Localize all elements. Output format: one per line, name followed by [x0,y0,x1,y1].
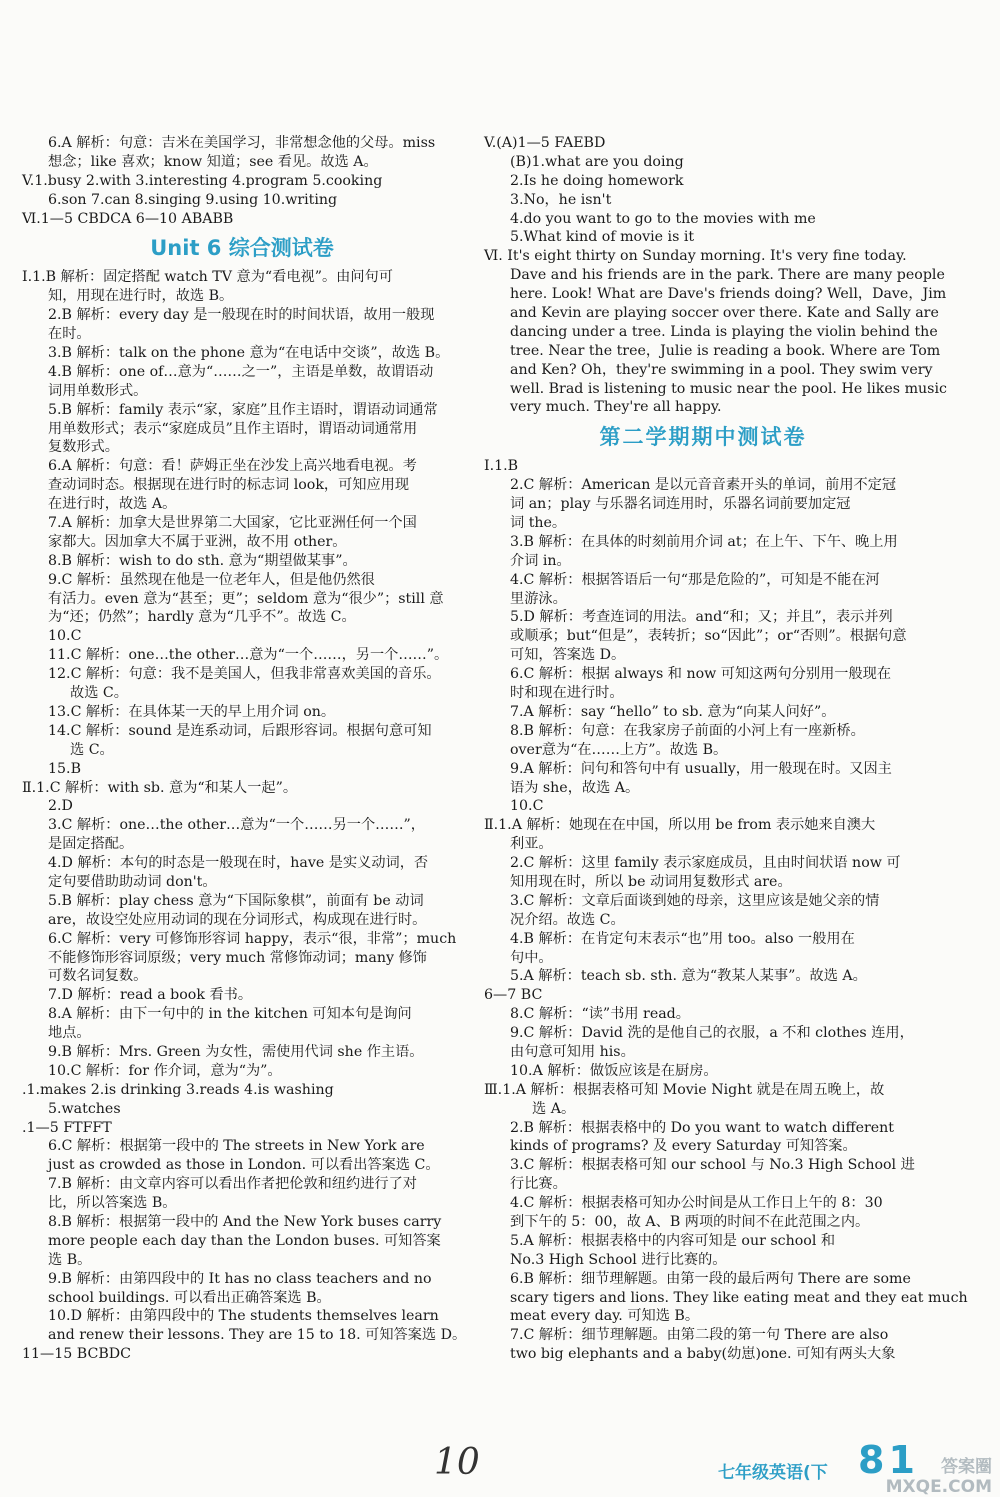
answer-line: 4.C 解析：根据答语后一句“那是危险的”，可知是不能在河 [510,571,880,588]
answer-line: Ⅲ.1.A 解析：根据表格可知 Movie Night 就是在周五晚上，故 [484,1081,885,1098]
answer-line: 9.B 解析：由第四段中的 It has no class teachers and no [48,1270,432,1287]
answer-line: 可数名词复数。 [48,968,148,985]
answer-line: 8.B 解析：根据第一段中的 And the New York buses carry [48,1213,442,1230]
answer-line: 时和现在进行时。 [510,685,624,702]
answer-line: 10.C [510,798,544,815]
answer-line: 4.B 解析：在肯定句末表示“也”用 too。also 一般用在 [510,930,855,947]
answer-line: 词用单数形式。 [48,382,148,399]
answer-line: two big elephants and a baby(幼崽)one. 可知有两头大象 [510,1346,896,1363]
answer-line: 2.B 解析：every day 是一般现在时的时间状语，故用一般现 [48,307,435,324]
answer-line: 11—15 BCBDC [22,1346,132,1363]
answer-line: Ⅱ.1.A 解析：她现在在中国，所以用 be from 表示她来自澳大 [484,817,876,834]
answer-line: more people each day than the London buses. 可知答案 [48,1232,441,1249]
answer-line: 用单数形式；表示“家庭成员”且作主语时，谓语动词通常用 [48,420,418,437]
answer-line: 定句要借助助动词 don't。 [48,873,217,890]
answer-line: 3.No，he isn't [510,191,612,208]
answer-line: 3.C 解析：one…the other…意为“一个……另一个……”， [48,817,425,834]
answer-line: 10.D 解析：由第四段中的 The students themselves learn [48,1308,439,1325]
answer-line: 6.A 解析：句意：吉米在美国学习，非常想念他的父母。miss [48,135,436,151]
answer-line: 家都大。因加拿大不属于亚洲，故不用 other。 [48,533,347,550]
answer-line: well. Brad is listening to music near the pool. He likes music [510,380,947,397]
answer-line: very much. They're all happy. [510,399,722,416]
answer-line: 3.C 解析：文章后面谈到她的母亲，这里应该是她父亲的情 [510,892,880,909]
answer-line: 为“还；仍然”；hardly 意为“几乎不”。故选 C。 [48,609,356,626]
answer-line: 里游泳。 [510,590,567,607]
answer-line: 6—7 BC [484,987,543,1004]
answer-line: 或顺承；but“但是”，表转折；so“因此”；or“否则”。根据句意 [510,628,907,645]
answer-line: 5.D 解析：考查连词的用法。and“和；又；并且”，表示并列 [510,609,893,626]
answer-line: 2.D [48,798,73,815]
answer-line: just as crowded as those in London. 可以看出答案选 C。 [48,1157,440,1174]
answer-line: 7.B 解析：由文章内容可以看出作者把伦敦和纽约进行了对 [48,1176,417,1193]
answer-line: 9.C 解析：David 洗的是他自己的衣服，a 不和 clothes 连用， [510,1025,914,1042]
right-column [484,134,968,1364]
answer-line: 到下午的 5：00，故 A、B 两项的时间不在此范围之内。 [510,1213,870,1230]
answer-line: 4.D 解析：本句的时态是一般现在时，have 是实义动词，否 [48,855,429,872]
answer-line: here. Look! What are Dave's friends doing? Well，Dave，Jim [510,286,947,303]
answer-line: 选 A。 [532,1100,576,1117]
book-title: 七年级英语(下 [718,1463,828,1483]
answer-line: are，故设空处应用动词的现在分词形式，构成现在进行时。 [48,911,427,928]
answer-line: Ⅰ.1.B [484,458,519,475]
answer-line: 5.B 解析：family 表示“家，家庭”且作主语时，谓语动词通常 [48,401,438,418]
answer-line: 由句意可知用 his。 [510,1043,635,1060]
answer-line: 知，用现在进行时，故选 B。 [48,288,234,305]
answer-line: V.1.busy 2.with 3.interesting 4.program 5.cooking [22,172,383,189]
answer-line: 词 an；play 与乐器名词连用时，乐器名词前要加定冠 [510,496,851,513]
answer-line: 14.C 解析：sound 是连系动词，后跟形容词。根据句意可知 [48,722,432,739]
answer-line: 4.do you want to go to the movies with me [510,210,816,227]
answer-line: tree. Near the tree，Julie is reading a book. Where are Tom [510,342,941,359]
answer-line: 在进行时，故选 A。 [48,496,177,513]
answer-line: 利亚。 [510,836,553,853]
answer-line: 查动词时态。根据现在进行时的标志词 look，可知应用现 [48,477,410,494]
answer-line: Dave and his friends are in the park. There are many people [510,267,945,284]
answer-line: 8.A 解析：由下一句中的 in the kitchen 可知本句是询问 [48,1006,412,1023]
answer-line: school buildings. 可以看出正确答案选 B。 [48,1289,331,1306]
answer-line: 6.C 解析：根据第一段中的 The streets in New York are [48,1138,425,1155]
answer-line: 15.B [48,760,81,777]
answer-line: 句中。 [510,949,553,966]
answer-line: 6.A 解析：句意：看！萨姆正坐在沙发上高兴地看电视。考 [48,458,417,475]
answer-line: 6.son 7.can 8.singing 9.using 10.writing [48,191,338,208]
answer-line: 5.watches [48,1100,121,1117]
answer-line: and Kevin are playing soccer over there. Kate and Sally are [510,305,939,322]
answer-line: 比，所以答案选 B。 [48,1195,177,1212]
handwritten-mark: 10 [434,1442,480,1483]
answer-line: meat every day. 可知选 B。 [510,1308,700,1325]
answer-line: kinds of programs? 及 every Saturday 可知答案。 [510,1138,857,1155]
answer-line: 3.C 解析：根据表格可知 our school 与 No.3 High School 进 [510,1157,915,1174]
answer-line: 知用现在时，所以 be 动词用复数形式 are。 [510,873,792,890]
answer-line: 6.C 解析：very 可修饰形容词 happy，表示“很，非常”；much [48,930,457,947]
answer-line: 复数形式。 [48,439,119,456]
answer-line: 词 the。 [510,515,567,532]
answer-line: 5.A 解析：根据表格中的内容可知是 our school 和 [510,1232,836,1249]
answer-line: Ⅵ. It's eight thirty on Sunday morning. It's very fine today. [484,248,907,265]
answer-line: 2.C 解析：这里 family 表示家庭成员，且由时间状语 now 可 [510,855,901,872]
answer-line: 10.A 解析：做饭应该是在厨房。 [510,1062,718,1079]
answer-line: Ⅵ.1—5 CBDCA 6—10 ABABB [22,210,234,227]
answer-line: 7.C 解析：细节理解题。由第二段的第一句 There are also [510,1327,889,1344]
answer-line: 况介绍。故选 C。 [510,911,625,928]
answer-line: 在时。 [48,326,91,343]
answer-line: 8.B 解析：句意：在我家房子前面的小河上有一座新桥。 [510,722,865,739]
left-column [22,134,467,1364]
answer-line: 5.What kind of movie is it [510,229,695,246]
answer-line: Ⅱ.1.C 解析：with sb. 意为“和某人一起”。 [22,779,298,796]
answer-line: 13.C 解析：在具体某一天的早上用介词 on。 [48,703,336,720]
answer-line: V.(A)1—5 FAEBD [484,135,606,151]
answer-line: 2.Is he doing homework [510,172,684,189]
answer-line: and Ken? Oh，they're swimming in a pool. They swim very [510,361,933,378]
answer-line: 地点。 [48,1025,91,1042]
answer-line: 是固定搭配。 [48,836,134,853]
answer-line: 6.C 解析：根据 always 和 now 可知这两句分别用一般现在 [510,666,892,683]
answer-line: 7.D 解析：read a book 看书。 [48,987,253,1004]
answer-line: 3.B 解析：talk on the phone 意为“在电话中交谈”，故选 B。 [48,345,450,362]
answer-line: .1—5 FTFFT [22,1119,112,1136]
answer-line: scary tigers and lions. They like eating meat and they eat much [510,1289,968,1306]
page-number: 81 [858,1438,919,1482]
answer-line: 介词 in。 [510,552,571,569]
answer-line: 2.B 解析：根据表格中的 Do you want to watch different [510,1119,895,1136]
answer-line: 想念；like 喜欢；know 知道；see 看见。故选 A。 [48,153,378,170]
answer-line: (B)1.what are you doing [510,153,684,170]
answer-line: over意为“在……上方”。故选 B。 [510,741,728,758]
answer-line: 7.A 解析：加拿大是世界第二大国家，它比亚洲任何一个国 [48,515,417,532]
answer-line: 8.C 解析：“读”书用 read。 [510,1006,690,1023]
answer-line: 3.B 解析：在具体的时刻前用介词 at；在上午、下午、晚上用 [510,533,898,550]
answer-line: 8.B 解析：wish to do sth. 意为“期望做某事”。 [48,552,357,569]
answer-line: 9.B 解析：Mrs. Green 为女性，需使用代词 she 作主语。 [48,1043,424,1060]
answer-line: 语为 she，故选 A。 [510,779,640,796]
answer-line: 行比赛。 [510,1176,567,1193]
answer-line: 2.C 解析：American 是以元音音素开头的单词，前用不定冠 [510,477,897,494]
answer-line: 5.B 解析：play chess 意为“下国际象棋”，前面有 be 动词 [48,892,424,909]
answer-line: 不能修饰形容词原级；very much 常修饰动词；many 修饰 [48,949,427,966]
answer-line: 5.A 解析：teach sb. sth. 意为“教某人某事”。故选 A。 [510,968,867,985]
answer-line: 11.C 解析：one…the other…意为“一个……，另一个……”。 [48,647,449,664]
answer-line: 6.B 解析：细节理解题。由第一段的最后两句 There are some [510,1270,911,1287]
answer-line: 10.C [48,628,82,645]
answer-line: dancing under a tree. Linda is playing the violin behind the [510,323,938,340]
answer-line: No.3 High School 进行比赛的。 [510,1251,727,1268]
answer-line: 9.A 解析：问句和答句中有 usually，用一般现在时。又因主 [510,760,892,777]
answer-line: 故选 C。 [70,685,128,702]
answer-line: 9.C 解析：虽然现在他是一位老年人，但是他仍然很 [48,571,375,588]
answer-line: 选 B。 [48,1251,92,1268]
section-heading: Unit 6 综合测试卷 [150,236,334,261]
answer-line: 选 C。 [70,741,114,758]
answer-line: 12.C 解析：句意：我不是美国人，但我非常喜欢美国的音乐。 [48,666,441,683]
section-heading: 第二学期期中测试卷 [599,425,807,450]
watermark: 答案圈 MXQE.COM [885,1457,992,1497]
answer-line: 有活力。even 意为“甚至；更”；seldom 意为“很少”；still 意 [48,590,444,607]
answer-line: and renew their lessons. They are 15 to 18. 可知答案选 D。 [48,1327,467,1344]
answer-line: 4.B 解析：one of…意为“……之一”，主语是单数，故谓语动 [48,363,434,380]
answer-line: .1.makes 2.is drinking 3.reads 4.is washing [22,1081,334,1098]
answer-line: 4.C 解析：根据表格可知办公时间是从工作日上午的 8：30 [510,1195,883,1212]
answer-line: 7.A 解析：say “hello” to sb. 意为“向某人问好”。 [510,703,836,720]
answer-line: Ⅰ.1.B 解析：固定搭配 watch TV 意为“看电视”。由问句可 [22,269,393,286]
answer-line: 10.C 解析：for 作介词，意为“为”。 [48,1062,282,1079]
answer-line: 可知，答案选 D。 [510,647,626,664]
